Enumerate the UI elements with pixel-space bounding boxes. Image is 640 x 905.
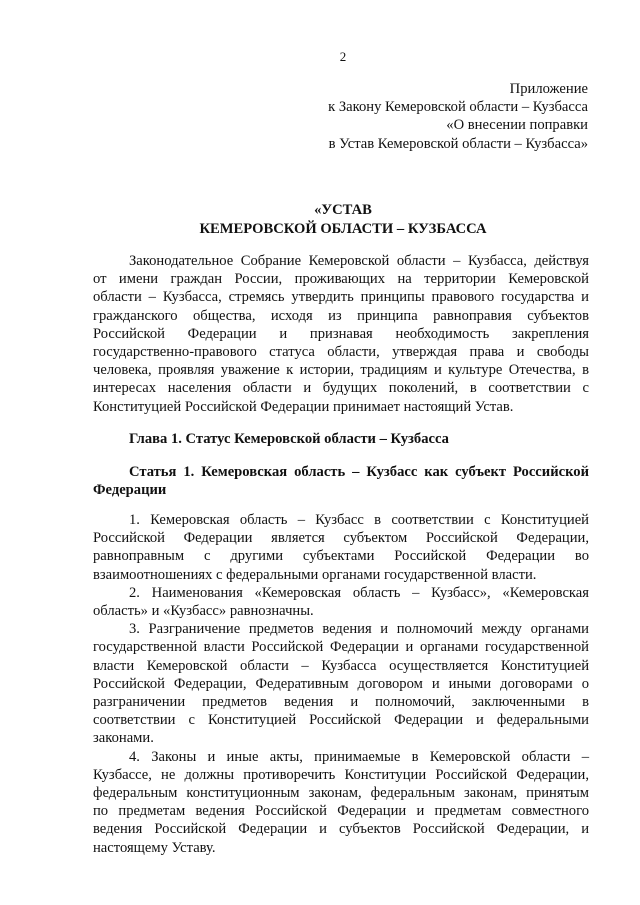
- article-line: Российской Федерации, Федеративным договором и иными договорами о: [93, 675, 589, 692]
- article-line: Кузбассе, не должны противоречить Конституции Российской Федерации,: [93, 766, 589, 783]
- appendix-line: к Закону Кемеровской области – Кузбасса: [328, 99, 588, 116]
- appendix-line: в Устав Кемеровской области – Кузбасса»: [328, 135, 588, 152]
- article-line: федеральным конституционным законам, федеральным законам, принятым: [93, 785, 589, 802]
- preamble-line: Российской Федерации и признавая необходимость закрепления: [93, 325, 589, 342]
- article-heading: [93, 463, 589, 499]
- article-line: законами.: [93, 730, 154, 747]
- article-body: [93, 511, 589, 857]
- appendix-note: [328, 80, 588, 153]
- article-heading-line: Федерации: [93, 482, 167, 499]
- preamble: [93, 252, 589, 416]
- article-line: по предметам ведения Российской Федерации и предметам совместного: [93, 803, 589, 820]
- article-line: область» и «Кузбасс» равнозначны.: [93, 603, 314, 620]
- preamble-line: от имени граждан России, проживающих на территории Кемеровской: [93, 271, 589, 288]
- article-line: 4. Законы и иные акты, принимаемые в Кемеровской области –: [129, 748, 589, 765]
- article-line: власти Кемеровской области – Кузбасса осуществляется Конституцией: [93, 657, 589, 674]
- preamble-line: интересах населения области и будущих поколений, в соответствии с: [93, 380, 589, 397]
- preamble-line: Конституцией Российской Федерации принимает настоящий Устав.: [93, 398, 514, 415]
- preamble-line: области – Кузбасса, стремясь утвердить принципы правового государства и: [93, 289, 589, 306]
- article-line: разграничении предметов ведения и полномочий, заключенными в: [93, 694, 589, 711]
- preamble-line: государственно-правового статуса области, утверждая права и свободы: [93, 344, 589, 361]
- article-heading-line: Статья 1. Кемеровская область – Кузбасс как субъект Российской: [129, 464, 589, 480]
- article-line: Российской Федерации является субъектом Российской Федерации,: [93, 530, 589, 547]
- article-line: настоящему Уставу.: [93, 839, 216, 856]
- appendix-line: «О внесении поправки: [446, 117, 588, 134]
- title-line: КЕМЕРОВСКОЙ ОБЛАСТИ – КУЗБАССА: [199, 221, 487, 237]
- article-line: 3. Разграничение предметов ведения и полномочий между органами: [129, 621, 589, 638]
- article-line: соответствии с Конституцией Российской Федерации и федеральными: [93, 712, 589, 729]
- preamble-line: гражданского общества, исходя из принципа равноправия субъектов: [93, 307, 589, 324]
- article-line: государственной власти Российской Федерации и органами государственной: [93, 639, 589, 656]
- title-line: «УСТАВ: [314, 202, 372, 218]
- page-number: 2: [339, 49, 347, 64]
- appendix-line: Приложение: [509, 81, 588, 97]
- article-line: взаимоотношениях с федеральными органами государственной власти.: [93, 566, 537, 583]
- preamble-line: Законодательное Собрание Кемеровской области – Кузбасса, действуя: [129, 253, 589, 269]
- preamble-line: человека, проявляя уважение к истории, традициям и культуре Отечества, в: [93, 362, 589, 379]
- article-line: 2. Наименования «Кемеровская область – Кузбасс», «Кемеровская: [129, 584, 589, 601]
- article-line: ведения Российской Федерации и субъектов Российской Федерации, и: [93, 821, 589, 838]
- chapter-heading: Глава 1. Статус Кемеровской области – Кузбасса: [129, 431, 449, 447]
- article-line: 1. Кемеровская область – Кузбасс в соответствии с Конституцией: [129, 512, 589, 528]
- document-title: [0, 201, 640, 239]
- article-line: равноправным с другими субъектами Российской Федерации во: [93, 548, 589, 565]
